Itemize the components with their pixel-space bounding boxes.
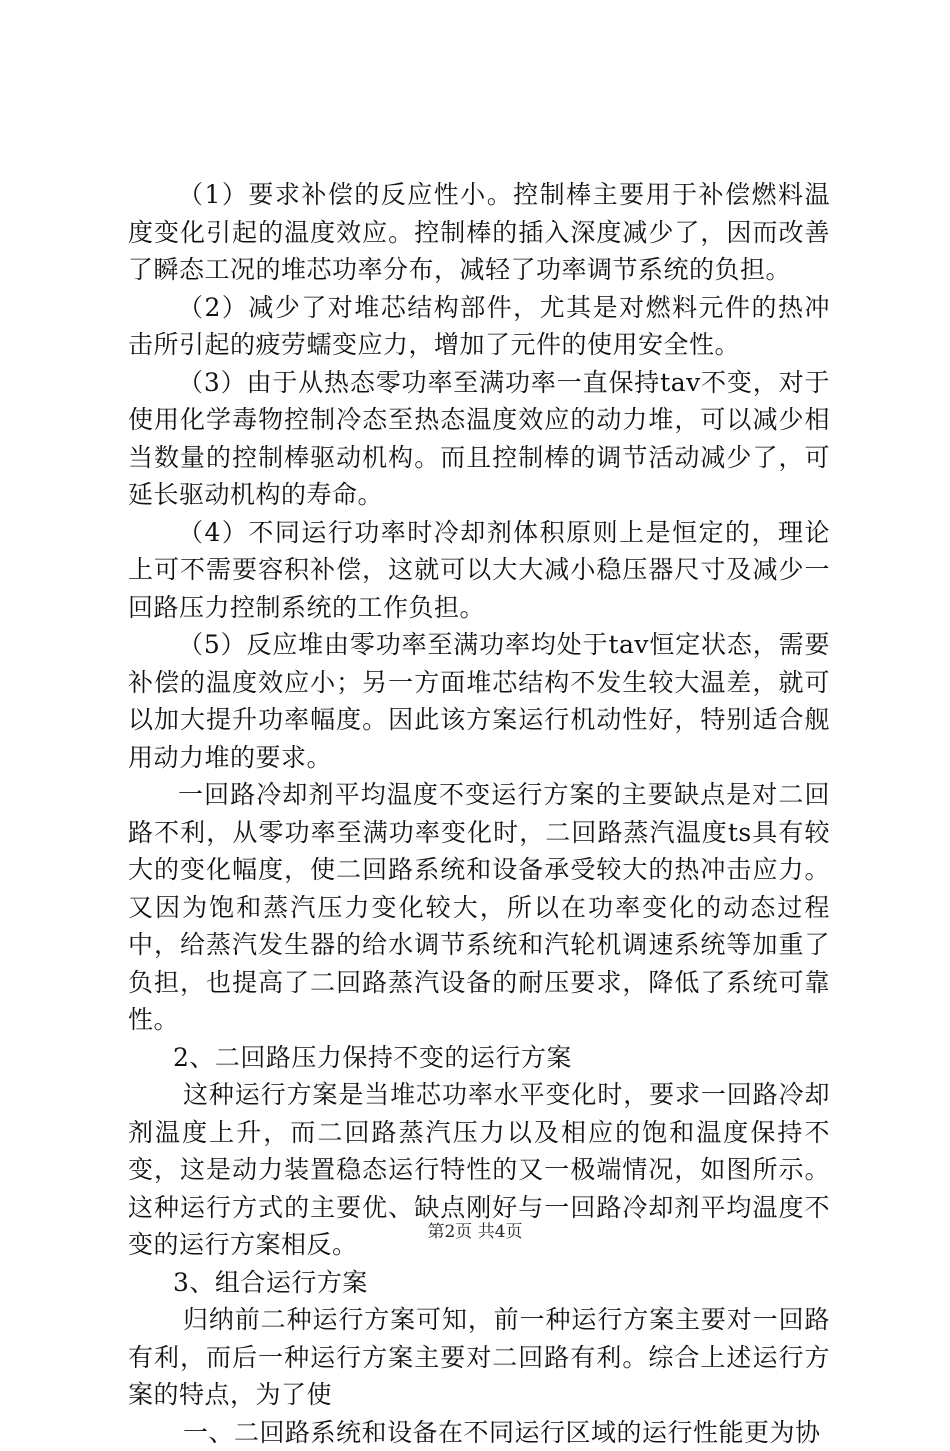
paragraph-advantage-2: （2）减少了对堆芯结构部件，尤其是对燃料元件的热冲击所引起的疲劳蠕变应力，增加了元件的使用安全性。 <box>128 289 830 364</box>
paragraph-advantage-4: （4）不同运行功率时冷却剂体积原则上是恒定的，理论上可不需要容积补偿，这就可以大大减小稳压器尺寸及减少一回路压力控制系统的工作负担。 <box>128 514 830 627</box>
paragraph-constant-pressure: 这种运行方案是当堆芯功率水平变化时，要求一回路冷却剂温度上升，而二回路蒸汽压力以及相应的饱和温度保持不变，这是动力装置稳态运行特性的又一极端情况，如图所示。这种运行方式的主要优、缺点刚好与一回路冷却剂平均温度不变的运行方案相反。 <box>128 1076 830 1264</box>
paragraph-advantage-5: （5）反应堆由零功率至满功率均处于tav恒定状态，需要补偿的温度效应小；另一方面堆芯结构不发生较大温差，就可以加大提升功率幅度。因此该方案运行机动性好，特别适合舰用动力堆的要求。 <box>128 626 830 776</box>
section-heading-2: 2、二回路压力保持不变的运行方案 <box>128 1039 830 1077</box>
paragraph-disadvantage: 一回路冷却剂平均温度不变运行方案的主要缺点是对二回路不利，从零功率至满功率变化时，二回路蒸汽温度ts具有较大的变化幅度，使二回路系统和设备承受较大的热冲击应力。又因为饱和蒸汽压力变化较大，所以在功率变化的动态过程中，给蒸汽发生器的给水调节系统和汽轮机调速系统等加重了负担，也提高了二回路蒸汽设备的耐压要求，降低了系统可靠性。 <box>128 776 830 1039</box>
paragraph-combined-scheme: 归纳前二种运行方案可知，前一种运行方案主要对一回路有利，而后一种运行方案主要对二回路有利。综合上述运行方案的特点，为了使 <box>128 1301 830 1414</box>
paragraph-advantage-1: （1）要求补偿的反应性小。控制棒主要用于补偿燃料温度变化引起的温度效应。控制棒的插入深度减少了，因而改善了瞬态工况的堆芯功率分布，减轻了功率调节系统的负担。 <box>128 176 830 289</box>
document-body <box>128 176 830 1451</box>
paragraph-continuation: 一、二回路系统和设备在不同运行区域的运行性能更为协 <box>128 1414 830 1451</box>
section-heading-3: 3、组合运行方案 <box>128 1264 830 1302</box>
paragraph-advantage-3: （3）由于从热态零功率至满功率一直保持tav不变，对于使用化学毒物控制冷态至热态温度效应的动力堆，可以减少相当数量的控制棒驱动机构。而且控制棒的调节活动减少了，可延长驱动机构的寿命。 <box>128 364 830 514</box>
page-number: 第2页 共4页 <box>0 1217 950 1242</box>
